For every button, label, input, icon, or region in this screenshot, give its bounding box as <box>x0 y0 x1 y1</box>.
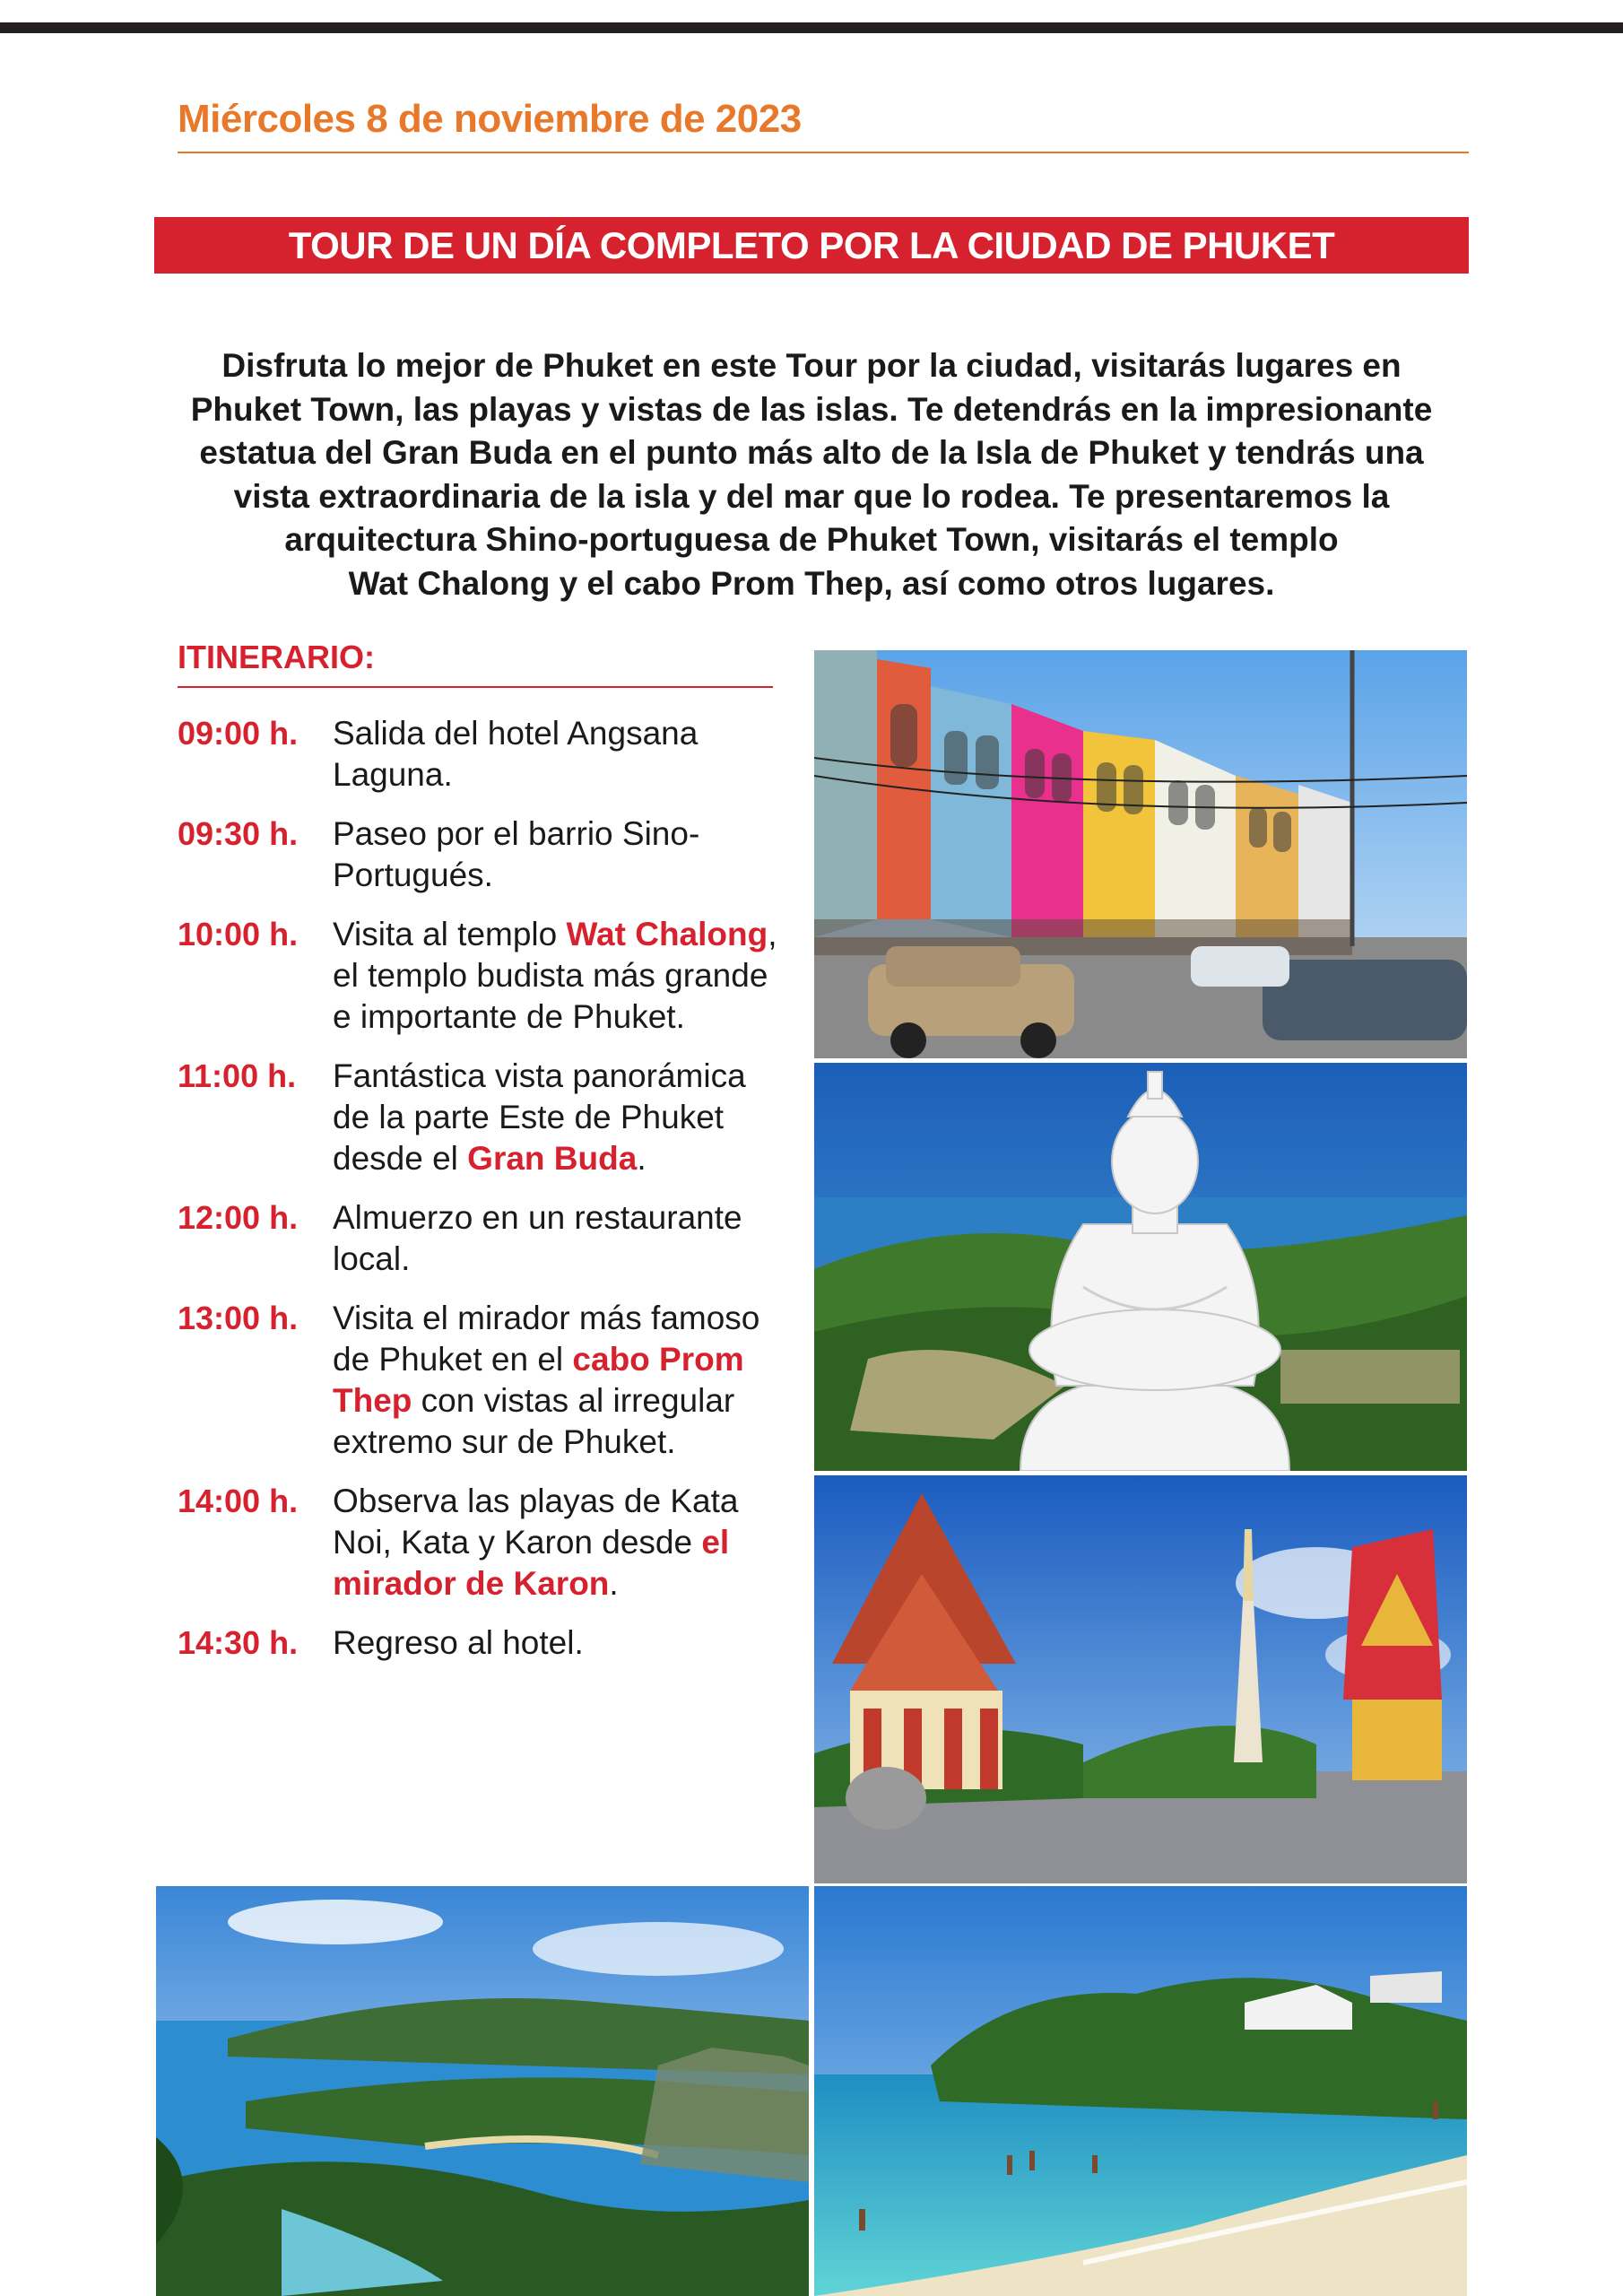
description-text: . <box>637 1140 647 1177</box>
itinerary-heading: ITINERARIO: <box>178 639 375 675</box>
itinerary-list <box>178 713 787 1682</box>
description-text: Regreso al hotel. <box>333 1624 584 1661</box>
description-text: Observa las playas de Kata Noi, Kata y Karon desde <box>333 1483 739 1561</box>
highlighted-place: el mirador de Karon <box>333 1524 730 1602</box>
itinerary-item <box>178 813 787 896</box>
itinerary-time: 14:00 h. <box>178 1483 299 1519</box>
description-text: Visita el mirador más famoso de Phuket en el <box>333 1300 760 1378</box>
itinerary-item <box>178 713 787 796</box>
wat-chalong-photo <box>814 1475 1467 1883</box>
date-heading: Miércoles 8 de noviembre de 2023 <box>178 97 802 141</box>
description-text: , el templo budista más grande e importante de Phuket. <box>333 916 777 1035</box>
itinerary-description <box>333 1056 787 1179</box>
itinerary-description <box>333 713 787 796</box>
itinerary-time: 12:00 h. <box>178 1199 299 1236</box>
itinerary-time: 10:00 h. <box>178 916 299 952</box>
itinerary-time: 11:00 h. <box>178 1057 297 1094</box>
top-border-bar <box>0 0 1623 36</box>
intro-line: vista extraordinaria de la isla y del mar que lo rodea. Te presentaremos la <box>233 477 1390 515</box>
description-text: Visita al templo <box>333 916 567 952</box>
description-text: . <box>609 1565 619 1602</box>
itinerary-description <box>333 1481 787 1605</box>
tour-title: TOUR DE UN DÍA COMPLETO POR LA CIUDAD DE PHUKET <box>288 223 1335 266</box>
itinerary-description <box>333 1298 787 1463</box>
tour-title-banner <box>154 217 1469 274</box>
kata-beach-photo <box>814 1886 1467 2296</box>
big-buddha-photo <box>814 1063 1467 1471</box>
intro-paragraph <box>179 344 1444 605</box>
date-divider <box>178 152 1469 153</box>
intro-line: arquitectura Shino-portuguesa de Phuket Town, visitarás el templo <box>284 521 1339 558</box>
itinerary-item <box>178 1056 787 1179</box>
itinerary-time: 13:00 h. <box>178 1300 299 1336</box>
itinerary-item <box>178 1622 787 1664</box>
description-text: Salida del hotel Angsana Laguna. <box>333 715 699 793</box>
itinerary-time: 09:30 h. <box>178 815 299 852</box>
description-text: Fantástica vista panorámica de la parte Este de Phuket desde el <box>333 1057 746 1177</box>
intro-line: Phuket Town, las playas y vistas de las islas. Te detendrás en la impresionante <box>190 390 1433 428</box>
itinerary-divider <box>178 686 773 688</box>
itinerary-time: 09:00 h. <box>178 715 299 752</box>
itinerary-item <box>178 1481 787 1605</box>
highlighted-place: Gran Buda <box>467 1140 638 1177</box>
itinerary-description <box>333 1622 787 1664</box>
itinerary-item <box>178 1298 787 1463</box>
itinerary-item <box>178 1197 787 1280</box>
itinerary-description <box>333 914 787 1038</box>
intro-line: estatua del Gran Buda en el punto más alto de la Isla de Phuket y tendrás una <box>199 434 1424 471</box>
itinerary-description <box>333 813 787 896</box>
description-text: Almuerzo en un restaurante local. <box>333 1199 742 1277</box>
karon-viewpoint-photo <box>156 1886 809 2296</box>
itinerary-description <box>333 1197 787 1280</box>
intro-line: Disfruta lo mejor de Phuket en este Tour por la ciudad, visitarás lugares en <box>221 347 1402 384</box>
itinerary-item <box>178 914 787 1038</box>
description-text: con vistas al irregular extremo sur de Phuket. <box>333 1382 735 1460</box>
itinerary-time: 14:30 h. <box>178 1624 299 1661</box>
highlighted-place: cabo Prom Thep <box>333 1341 744 1419</box>
description-text: Paseo por el barrio Sino-Portugués. <box>333 815 700 893</box>
highlighted-place: Wat Chalong <box>566 916 768 952</box>
intro-line: Wat Chalong y el cabo Prom Thep, así como otros lugares. <box>348 564 1275 602</box>
phuket-town-photo <box>814 650 1467 1058</box>
